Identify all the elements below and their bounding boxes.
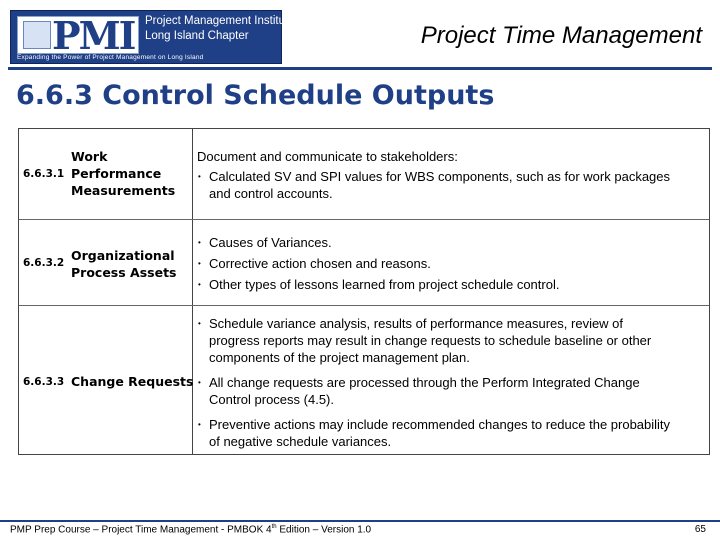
bullet-line: components of the project management plan. bbox=[209, 350, 470, 365]
bullet-icon: • bbox=[198, 319, 201, 328]
bullet-line: of negative schedule variances. bbox=[209, 434, 392, 449]
row-divider bbox=[19, 219, 709, 220]
pmi-logo bbox=[10, 10, 295, 64]
bullet-line: Control process (4.5). bbox=[209, 392, 334, 407]
bullet-icon: • bbox=[198, 259, 201, 268]
list-item bbox=[198, 276, 708, 293]
bullet-icon: • bbox=[198, 172, 201, 181]
bullet-line: Causes of Variances. bbox=[209, 235, 332, 250]
logo-letters: PMI bbox=[52, 16, 135, 54]
column-divider bbox=[192, 129, 193, 454]
row-divider bbox=[19, 305, 709, 306]
row-number: 6.6.3.3 bbox=[23, 376, 65, 388]
bullet-line: Calculated SV and SPI values for WBS components, such as for work packages bbox=[209, 169, 671, 184]
bullet-line: All change requests are processed through the Perform Integrated Change bbox=[209, 375, 640, 390]
bullet-line: progress reports may result in change requests to schedule baseline or other bbox=[209, 333, 652, 348]
footer-divider bbox=[0, 520, 720, 522]
bullet-icon: • bbox=[198, 420, 201, 429]
row-name-line: Work bbox=[71, 149, 108, 164]
list-item bbox=[198, 255, 708, 272]
pmi-logo-mark bbox=[17, 16, 139, 54]
footer-text-main: PMP Prep Course – Project Time Management - PMBOK 4 bbox=[10, 524, 272, 536]
footer-text-edition: Edition – Version 1.0 bbox=[276, 524, 372, 536]
footer-superscript: th bbox=[271, 524, 277, 530]
row-name-line: Measurements bbox=[71, 183, 176, 198]
row-number: 6.6.3.1 bbox=[23, 168, 65, 180]
page-number: 65 bbox=[694, 524, 706, 535]
header-divider bbox=[8, 67, 712, 70]
list-item bbox=[198, 168, 708, 202]
footer-text bbox=[10, 524, 371, 535]
row-name-line: Performance bbox=[71, 166, 162, 181]
section-heading: 6.6.3 Control Schedule Outputs bbox=[16, 80, 495, 111]
globe-icon bbox=[23, 21, 51, 49]
bullet-line: and control accounts. bbox=[209, 186, 333, 201]
list-item bbox=[198, 374, 708, 408]
bullet-line: Other types of lessons learned from project schedule control. bbox=[209, 277, 560, 292]
bullet-line: Schedule variance analysis, results of performance measures, review of bbox=[209, 316, 624, 331]
bullet-line: Corrective action chosen and reasons. bbox=[209, 256, 431, 271]
bullet-icon: • bbox=[198, 280, 201, 289]
logo-org-name: Project Management Institute bbox=[145, 15, 295, 27]
row-name-line: Process Assets bbox=[71, 265, 177, 280]
bullet-line: Preventive actions may include recommended changes to reduce the probability bbox=[209, 417, 671, 432]
outputs-table bbox=[18, 128, 710, 455]
list-item bbox=[198, 234, 708, 251]
bullet-icon: • bbox=[198, 378, 201, 387]
list-item bbox=[198, 416, 708, 450]
logo-tagline: Expanding the Power of Project Management on Long Island bbox=[17, 54, 204, 61]
slide-title: Project Time Management bbox=[420, 22, 702, 49]
logo-chapter-name: Long Island Chapter bbox=[145, 30, 249, 42]
row-number: 6.6.3.2 bbox=[23, 257, 65, 269]
row-name-line: Organizational bbox=[71, 248, 175, 263]
row-intro: Document and communicate to stakeholders: bbox=[197, 149, 458, 164]
bullet-icon: • bbox=[198, 238, 201, 247]
list-item bbox=[198, 315, 708, 366]
row-name-line: Change Requests bbox=[71, 374, 194, 389]
